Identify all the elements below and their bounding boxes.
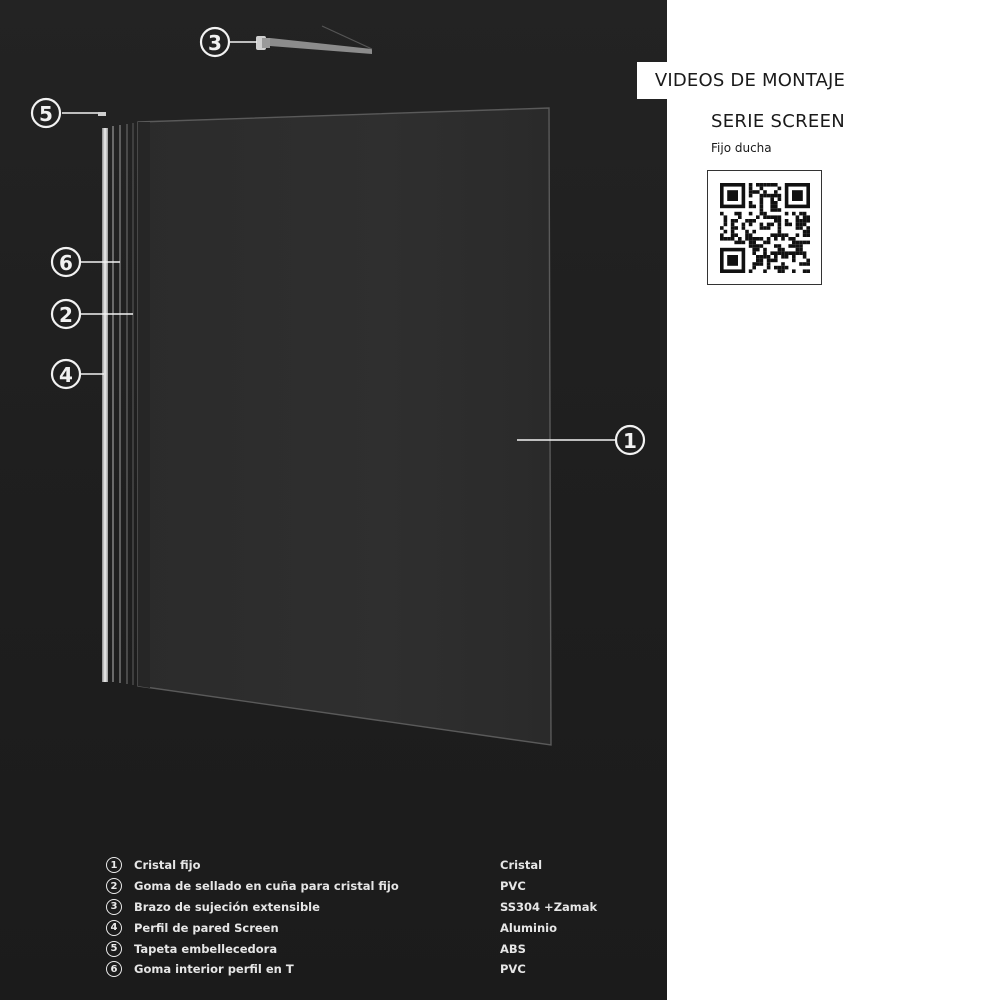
part-name: Goma de sellado en cuña para cristal fijo	[134, 879, 399, 894]
videos-title-box	[637, 62, 863, 99]
svg-text:2: 2	[59, 303, 73, 327]
callout-6	[52, 248, 80, 276]
part-material: Aluminio	[500, 920, 557, 935]
callout-4	[52, 360, 80, 388]
series-name: SERIE SCREEN	[711, 111, 846, 132]
part-name: Cristal fijo	[134, 858, 201, 873]
part-material: SS304 +Zamak	[500, 899, 598, 914]
part-name: Goma interior perfil en T	[134, 962, 294, 977]
part-material: PVC	[500, 962, 526, 977]
legend-number: 6	[106, 961, 122, 977]
legend-number: 3	[106, 899, 122, 915]
part-name: Perfil de pared Screen	[134, 920, 279, 935]
legend-number: 1	[106, 857, 122, 873]
part-name: Tapeta embellecedora	[134, 941, 278, 956]
page-title: VIDEOS DE MONTAJE	[654, 70, 846, 91]
svg-text:6: 6	[59, 251, 73, 275]
legend-row	[106, 959, 626, 980]
parts-legend	[106, 855, 626, 980]
legend-row	[106, 876, 626, 897]
support-arm	[256, 26, 372, 54]
svg-text:4: 4	[59, 363, 73, 387]
product-subtitle: Fijo ducha	[711, 141, 772, 155]
svg-text:3: 3	[208, 31, 222, 55]
callout-3	[201, 28, 229, 56]
glass-panel	[138, 108, 551, 745]
legend-number: 2	[106, 878, 122, 894]
legend-row	[106, 897, 626, 918]
legend-number: 5	[106, 941, 122, 957]
legend-row	[106, 938, 626, 959]
wall-profile	[102, 128, 108, 682]
legend-row	[106, 855, 626, 876]
callout-1	[616, 426, 644, 454]
part-material: PVC	[500, 879, 526, 894]
legend-number: 4	[106, 920, 122, 936]
cover-cap	[98, 112, 106, 116]
legend-row	[106, 917, 626, 938]
part-material: Cristal	[500, 858, 543, 873]
callout-5	[32, 99, 60, 127]
svg-text:1: 1	[623, 429, 637, 453]
part-material: ABS	[500, 941, 526, 956]
callout-2	[52, 300, 80, 328]
part-name: Brazo de sujeción extensible	[134, 899, 320, 914]
qr-code-icon	[708, 171, 821, 284]
qr-code[interactable]	[707, 170, 822, 285]
svg-text:5: 5	[39, 102, 53, 126]
